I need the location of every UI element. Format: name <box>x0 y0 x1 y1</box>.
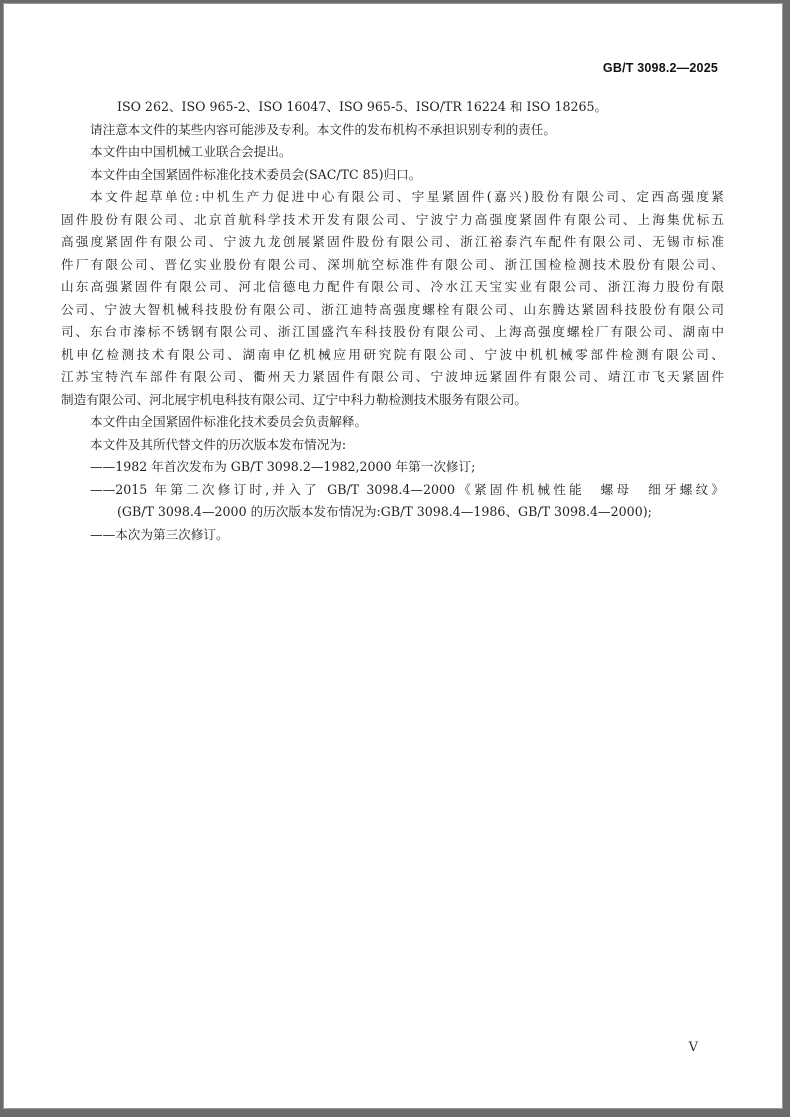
standard-code: GB/T 3098.2—2025 <box>602 61 718 75</box>
text-line: ——2015 年第二次修订时,并入了 GB/T 3098.4—2000《紧固件机械性能 螺母 细牙螺纹》 <box>90 481 724 497</box>
document-body <box>61 96 724 546</box>
text-line: 江苏宝特汽车部件有限公司、衢州天力紧固件有限公司、宁波坤远紧固件有限公司、靖江市飞天紧固件 <box>61 369 724 384</box>
text-line: 公司、宁波大智机械科技股份有限公司、浙江迪特高强度螺栓有限公司、山东腾达紧固科技股份有限公司 <box>61 301 724 317</box>
text-line: 山东高强紧固件有限公司、河北信德电力配件有限公司、冷水江天宝实业有限公司、浙江海力股份有限 <box>61 279 724 294</box>
text-line: 请注意本文件的某些内容可能涉及专利。本文件的发布机构不承担识别专利的责任。 <box>90 121 556 137</box>
text-line: 件厂有限公司、晋亿实业股份有限公司、深圳航空标准件有限公司、浙江国检检测技术股份有限公司、 <box>61 256 724 272</box>
text-line: 司、东台市溱标不锈钢有限公司、浙江国盛汽车科技股份有限公司、上海高强度螺栓厂有限公司、湖南中 <box>61 324 724 339</box>
text-line: (GB/T 3098.4—2000 的历次版本发布情况为:GB/T 3098.4—1986、GB/T 3098.4—2000); <box>117 504 652 519</box>
text-line: 高强度紧固件有限公司、宁波九龙创展紧固件股份有限公司、浙江裕泰汽车配件有限公司、无锡市标准 <box>61 234 724 249</box>
text-line: ——本次为第三次修订。 <box>90 526 229 542</box>
text-line: 固件股份有限公司、北京首航科学技术开发有限公司、宁波宁力高强度紧固件有限公司、上海集优标五 <box>61 211 724 227</box>
text-line: 本文件由全国紧固件标准化技术委员会负责解释。 <box>90 414 368 429</box>
text-line: 本文件及其所代替文件的历次版本发布情况为: <box>90 436 347 452</box>
text-line: ISO 262、ISO 965-2、ISO 16047、ISO 965-5、ISO/TR 16224 和 ISO 18265。 <box>117 99 608 114</box>
text-line: 本文件起草单位:中机生产力促进中心有限公司、宇星紧固件(嘉兴)股份有限公司、定西高强度紧 <box>90 189 724 204</box>
page-number: V <box>688 1040 698 1055</box>
text-line: 制造有限公司、河北展宇机电科技有限公司、辽宁中科力勒检测技术服务有限公司。 <box>61 391 527 407</box>
text-line: 本文件由全国紧固件标准化技术委员会(SAC/TC 85)归口。 <box>90 166 422 182</box>
text-line: 本文件由中国机械工业联合会提出。 <box>90 144 292 159</box>
document-page <box>3 3 783 1109</box>
text-line: ——1982 年首次发布为 GB/T 3098.2—1982,2000 年第一次修订; <box>90 459 476 474</box>
text-line: 机申亿检测技术有限公司、湖南申亿机械应用研究院有限公司、宁波中机机械零部件检测有限公司、 <box>61 346 724 362</box>
